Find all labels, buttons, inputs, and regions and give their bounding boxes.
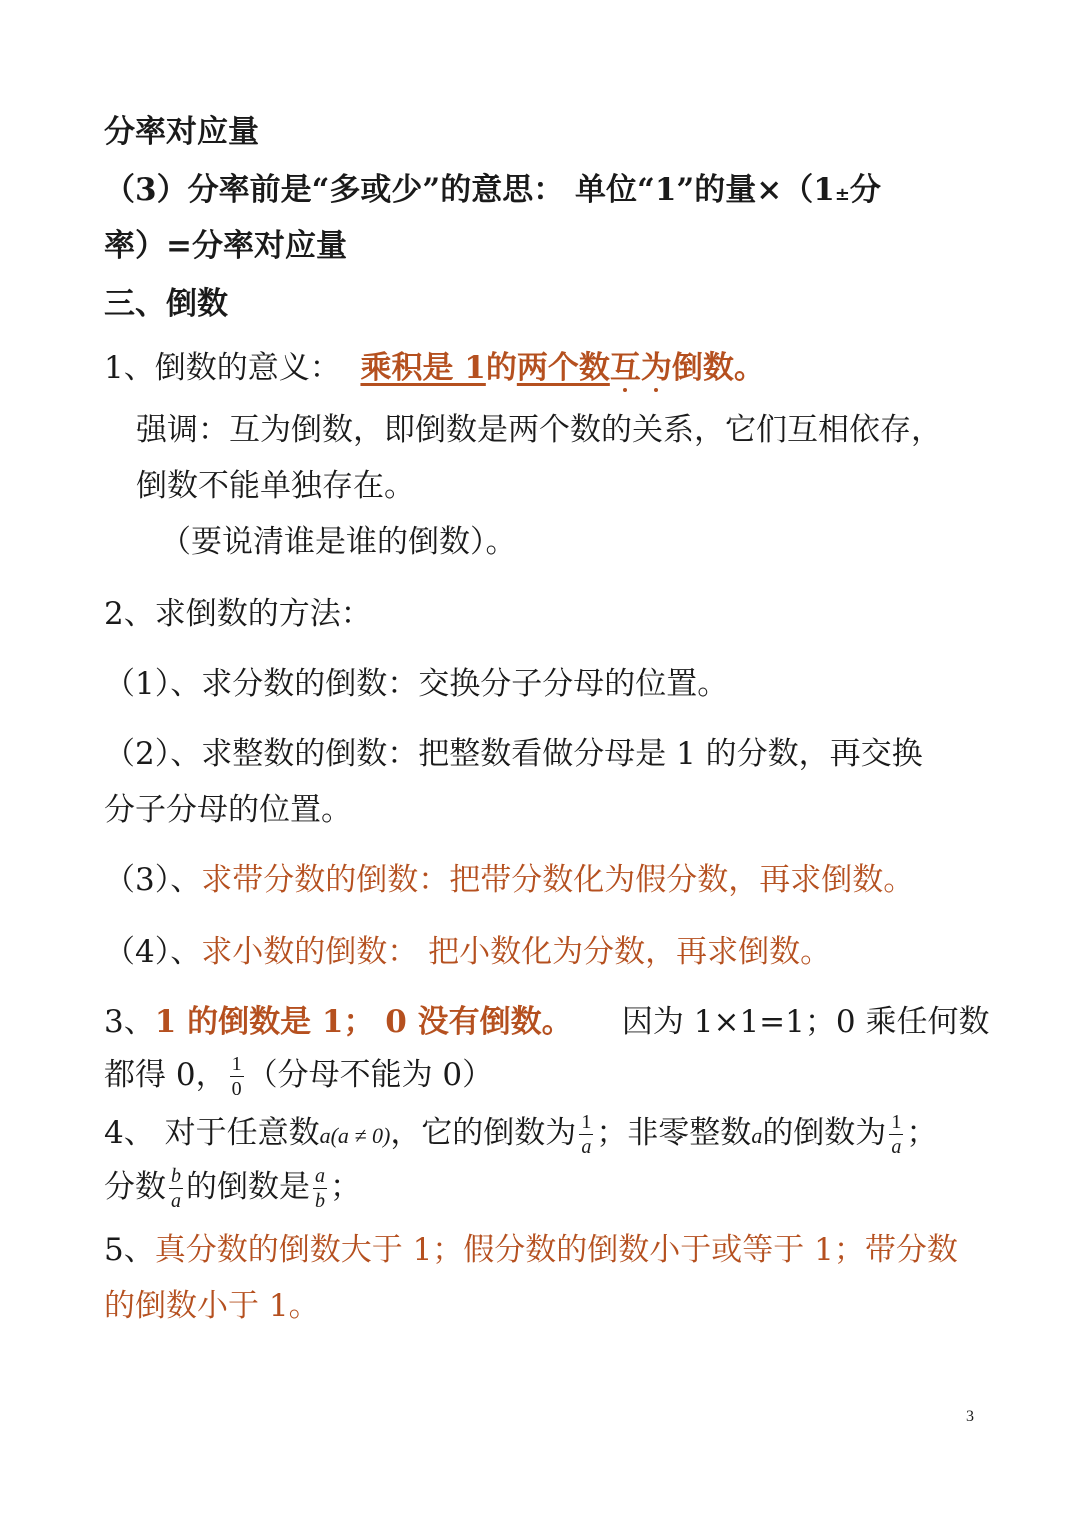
highlighted-text: 求带分数的倒数：把带分数化为假分数，再求倒数。	[201, 862, 915, 898]
plus-minus-sign: ±	[834, 184, 850, 205]
text-line: 2、求倒数的方法：	[104, 596, 372, 632]
text-span: 分数	[104, 1169, 166, 1205]
fraction-numerator: a	[315, 1165, 325, 1187]
item-label: （3）、	[104, 862, 202, 898]
page-number: 3	[966, 1408, 974, 1425]
text-line	[104, 1112, 937, 1157]
item-label: （4）、	[104, 934, 202, 970]
fraction-numerator: 1	[891, 1111, 902, 1133]
section-heading: 三、倒数	[104, 286, 228, 322]
text-span: 因为 1×1=1；0 乘任何数	[621, 1004, 990, 1040]
highlighted-text: 求小数的倒数： 把小数化为分数，再求倒数。	[201, 934, 832, 970]
highlighted-text: 的倒数小于 1。	[104, 1288, 320, 1324]
text-line	[104, 348, 765, 388]
fraction	[230, 1054, 244, 1099]
text-line: 分率对应量	[104, 114, 259, 150]
text-line: 分子分母的位置。	[104, 792, 352, 828]
item-label: 3、	[104, 1004, 155, 1040]
item-label: 1、倒数的意义：	[104, 350, 341, 386]
text-span: ；非零整数	[596, 1115, 752, 1151]
fraction-denominator: a	[891, 1136, 902, 1158]
emphasis-dot-text: 互	[609, 350, 641, 386]
fraction-numerator: 1	[581, 1111, 592, 1133]
fraction	[313, 1166, 327, 1211]
text-line	[104, 1230, 958, 1270]
text-line: 倒数不能单独存在。	[136, 468, 415, 504]
method-item	[104, 932, 831, 972]
text-line: 率）=分率对应量	[104, 228, 347, 264]
text-span: （3）分率前是“多或少”的意思： 单位“1”的量×（1	[104, 172, 835, 208]
method-item: （1）、求分数的倒数：交换分子分母的位置。	[104, 666, 729, 702]
text-span: 的	[485, 350, 517, 386]
text-line	[104, 1002, 989, 1042]
method-item	[104, 860, 914, 900]
text-span: 的倒数是	[186, 1169, 310, 1205]
fraction-numerator: b	[171, 1165, 181, 1187]
text-line	[104, 1166, 361, 1211]
definition	[360, 350, 764, 386]
text-span: 分	[849, 172, 881, 208]
text-line	[104, 170, 881, 215]
text-span: （分母不能为 0）	[246, 1057, 494, 1093]
text-span: ；	[330, 1169, 361, 1205]
item-label: 5、	[104, 1232, 155, 1268]
text-span: 的倒数为	[762, 1115, 887, 1151]
highlighted-text: 1 的倒数是 1； 0 没有倒数。	[154, 1004, 573, 1040]
fraction-denominator: 0	[231, 1078, 242, 1100]
method-item: （2）、求整数的倒数：把整数看做分母是 1 的分数，再交换	[104, 736, 923, 772]
highlighted-text: 真分数的倒数大于 1；假分数的倒数小于或等于 1；带分数	[154, 1232, 958, 1268]
text-span: 都得 0，	[104, 1057, 227, 1093]
text-line	[104, 1054, 493, 1099]
text-span: 倒数。	[671, 350, 765, 386]
fraction-denominator: b	[315, 1190, 325, 1212]
math-expression: a(a ≠ 0)	[319, 1123, 391, 1148]
text-span: ，它的倒数为	[390, 1115, 577, 1151]
fraction	[169, 1166, 183, 1211]
item-label: 4、 对于任意数	[104, 1115, 320, 1151]
underlined-text: 乘积是 1	[360, 350, 486, 386]
underlined-text: 两个数	[516, 350, 610, 386]
fraction	[579, 1112, 593, 1157]
emphasis-dot-text: 为	[640, 350, 672, 386]
fraction-numerator: 1	[231, 1053, 242, 1075]
fraction-denominator: a	[581, 1136, 592, 1158]
text-line: （要说清谁是谁的倒数）。	[160, 524, 517, 560]
fraction-denominator: a	[171, 1190, 181, 1212]
text-span: ；	[906, 1115, 938, 1151]
fraction	[889, 1112, 903, 1157]
text-line: 强调：互为倒数，即倒数是两个数的关系，它们互相依存，	[136, 412, 942, 448]
math-variable: a	[751, 1123, 763, 1148]
